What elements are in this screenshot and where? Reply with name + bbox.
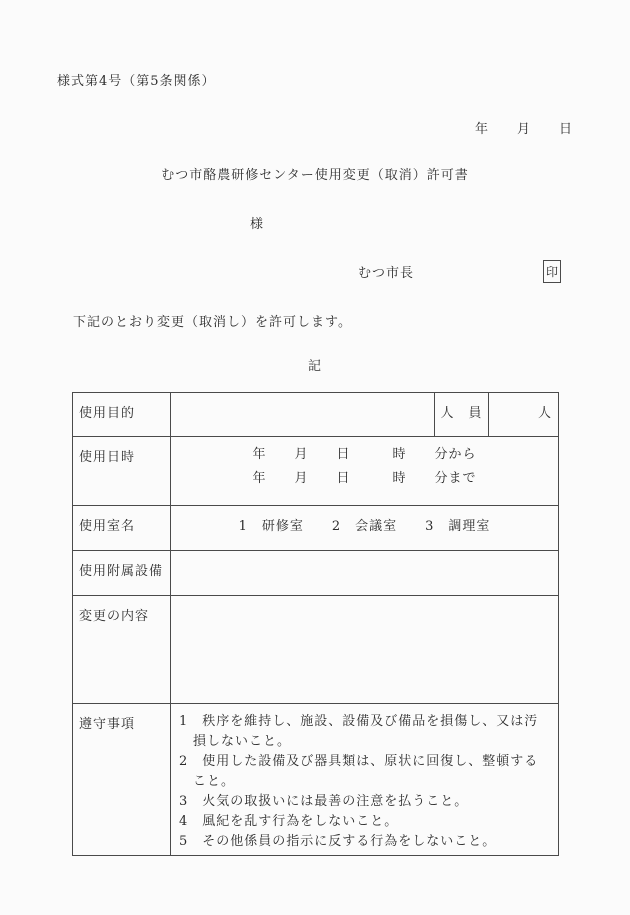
rule-item-3: 3 火気の取扱いには最善の注意を払うこと。: [179, 794, 469, 809]
rooms-label: 使用室名: [73, 506, 171, 551]
rule-item-5: 5 その他係員の指示に反する行為をしないこと。: [179, 834, 497, 849]
permission-statement: 下記のとおり変更（取消し）を許可します。: [73, 315, 352, 330]
headcount-label: 人 員: [435, 393, 489, 437]
purpose-label: 使用目的: [73, 393, 171, 437]
table-row-changes: [73, 596, 559, 704]
permit-details-table: [72, 392, 559, 856]
table-row-equipment: [73, 551, 559, 596]
form-number: 様式第4号（第5条関係）: [57, 74, 216, 89]
rules-label: 遵守事項: [73, 704, 171, 856]
table-row-datetime: [73, 437, 559, 506]
rules-value-cell: [171, 704, 559, 856]
datetime-value-cell: [171, 437, 559, 506]
rooms-value-cell: 1 研修室 2 会議室 3 調理室: [171, 506, 559, 551]
table-row-rules: [73, 704, 559, 856]
record-marker: 記: [307, 359, 322, 374]
table-row-purpose: [73, 393, 559, 437]
rule-item-4: 4 風紀を乱す行為をしないこと。: [179, 814, 399, 829]
equipment-value-cell: [171, 551, 559, 596]
issue-date-line: 年 月 日: [474, 122, 573, 137]
datetime-label: 使用日時: [73, 437, 171, 506]
headcount-unit: 人: [489, 393, 559, 437]
purpose-value-cell: [171, 393, 435, 437]
datetime-from: 年 月 日 時 分から: [252, 447, 477, 462]
rule-item-2: 2 使用した設備及び器具類は、原状に回復し、整頓すること。: [179, 754, 539, 789]
seal-placeholder: [543, 260, 561, 283]
addressee-suffix: 様: [250, 217, 265, 232]
issuer-name: むつ市長: [358, 266, 415, 281]
changes-value-cell: [171, 596, 559, 704]
table-row-rooms: [73, 506, 559, 551]
datetime-to: 年 月 日 時 分まで: [252, 471, 477, 486]
equipment-label: 使用附属設備: [73, 551, 171, 596]
changes-label: 変更の内容: [73, 596, 171, 704]
seal-character: 印: [545, 265, 558, 279]
document-title: むつ市酪農研修センター使用変更（取消）許可書: [161, 168, 469, 183]
rule-item-1: 1 秩序を維持し、施設、設備及び備品を損傷し、又は汚損しないこと。: [179, 714, 539, 749]
